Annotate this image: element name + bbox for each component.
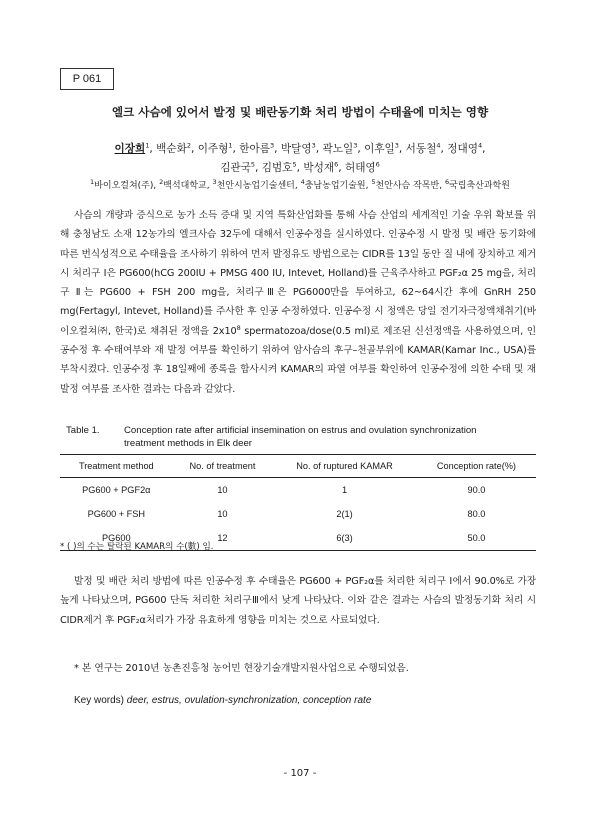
table-cell: PG600 + PGF2α — [82, 485, 151, 495]
affiliation-name: 천안사슴 작목반 — [375, 181, 440, 191]
keywords-text: deer, estrus, ovulation-synchronization, conception rate — [126, 695, 372, 706]
table-row — [60, 502, 536, 526]
page-number: - 107 - — [283, 768, 317, 779]
affiliation-name: 백석대학교 — [163, 181, 207, 191]
author-superscript: 6 — [334, 160, 339, 169]
affiliation-superscript: 3 — [212, 178, 217, 186]
author-superscript: 5 — [292, 160, 297, 169]
table-cell: 10 — [217, 509, 228, 519]
author-name: 한아름 — [239, 143, 270, 155]
author-superscript: 3 — [353, 141, 358, 150]
affiliation-superscript: 2 — [159, 178, 164, 186]
author-name: 허태영 — [344, 162, 376, 174]
affiliation-superscript: 1 — [90, 178, 95, 186]
author-name: 이후일 — [364, 143, 395, 155]
table-caption-line2: treatment methods in Elk deer — [124, 438, 252, 449]
author-name: 서동철 — [405, 143, 437, 155]
author-superscript: 1 — [145, 141, 150, 150]
keywords — [74, 695, 371, 706]
table-cell: 50.0 — [417, 526, 536, 551]
para1-text-b: spermatozoa/dose(0.5 ml)로 제조된 신선정액을 사용하였으며, 인공수정 후 수태여부와 재 발정 여부를 확인하기 위하여 암사슴의 후구–천골부위에 KAMAR(Kamar Inc., USA)를 부착시켰다. 인공수정 후 18일째에 종록을 합사시켜 KAMAR의 파열 여부를 확인하여 인공수정에 의한 수태 및 재 발정 여부를 조사한 결과는 다음과 같았다. — [60, 325, 536, 395]
author-superscript: 6 — [375, 160, 380, 169]
author-name: 김범호 — [261, 162, 293, 174]
paper-title: 엘크 사슴에 있어서 발정 및 배란동기화 처리 방법이 수태율에 미치는 영향 — [111, 105, 489, 119]
results-table — [60, 454, 536, 551]
table-cell: 6(3) — [272, 526, 417, 551]
acknowledgement: * 본 연구는 2010년 농촌진흥청 농어민 현장기술개발지원사업으로 수행되었음. — [74, 663, 409, 674]
table-cell: 1 — [341, 485, 348, 495]
affiliation-superscript: 6 — [444, 178, 450, 186]
author-name: 박달영 — [280, 143, 312, 155]
table-header: Treatment method — [60, 455, 173, 478]
table-cell: 10 — [217, 485, 228, 495]
body-paragraph-2: 발정 및 배란 처리 방법에 따른 인공수정 후 수태율은 PG600 + PGF₂α를 처리한 처리구 Ⅰ에서 90.0%로 가장 높게 나타났으며, PG600 단독 처리한 처리구Ⅲ에서 낮게 나타났다. 이와 같은 결과는 사슴의 발정동기화 처리 시 CIDR제거 후 PGF₂α처리가 가장 유효하게 영향을 미치는 것으로 사료되었다. — [60, 576, 536, 626]
author-name: 박성재 — [303, 162, 335, 174]
affiliation-superscript: 5 — [371, 178, 376, 186]
table-cell: PG600 + FSH — [87, 509, 146, 519]
table-caption — [66, 424, 536, 450]
author-name: 이장희 — [114, 143, 146, 155]
author-list: 이장희$^1$, 백순화$^2$, 이주형$^1$, 한아름$^3$, 박달영$^3$, 곽노일$^3$, 이후일$^3$, 서동철$^4$, 정대영$^4$, 김관국$^5$, 김범호$^5$, 박성재$^6$, 허태영$^6$ — [114, 141, 486, 174]
para1-superscript: 8 — [236, 323, 241, 332]
affiliation-name: 천안시농업기술센터 — [216, 181, 295, 191]
affiliation-name: 국립축산과학원 — [449, 181, 510, 191]
table-cell: 80.0 — [467, 509, 486, 519]
table-footnote: * ( )의 수는 탈락된 KAMAR의 수(數) 임. — [60, 542, 214, 552]
author-superscript: 4 — [477, 141, 483, 150]
author-superscript: 3 — [311, 141, 316, 150]
affiliation-name: 바이오컬쳐(주) — [94, 181, 154, 191]
table-cell: 90.0 — [467, 485, 486, 495]
author-name: 곽노일 — [322, 143, 354, 155]
author-superscript: 1 — [228, 141, 233, 150]
body-paragraph-1 — [60, 206, 536, 399]
author-name: 김관국 — [220, 162, 251, 174]
affiliation-list: $^1$바이오컬쳐(주), $^2$백석대학교, $^3$천안시농업기술센터, $^4$충남농업기술원, $^5$천안사슴 작목반, $^6$국립축산과학원 — [90, 178, 510, 191]
table-header-row — [60, 455, 536, 478]
author-superscript: 2 — [186, 141, 191, 150]
table-row — [60, 478, 536, 503]
para1-text-a: 사슴의 개량과 증식으로 농가 소득 증대 및 지역 특화산업화를 통해 사슴 산업의 세계적인 기술 우위 확보를 위해 충청남도 소재 12농가의 엘크사슴 32두에 대해서 인공수정을 실시하였다. 인공수정 시 발정 및 배란 동기화에 따른 번식성적으로 수태율을 조사하기 위하여 먼저 발정유도 방법으로는 CIDR를 13일 동안 질 내에 장치하고 제거 시 처리구 Ⅰ은 PG600(hCG 200IU + PMSG 400 IU, Intevet, Holland)를 근육주사하고 PGF₂α 25 mg을, 처리구 Ⅱ는 PG600 + FSH 200 mg을, 처리구Ⅲ은 PG6000만을 투여하고, 62~64시간 후에 GnRH 250 mg(Fertagyl, Intevet, Holland)를 주사한 후 인공 수정하였다. 인공수정 시 정액은 당일 전기자극정액채취기(바이오컬쳐㈜, 한국)로 채취된 정액을 2x10 — [60, 210, 536, 337]
author-superscript: 3 — [270, 141, 275, 150]
table-header: No. of ruptured KAMAR — [272, 455, 417, 478]
author-superscript: 3 — [394, 141, 399, 150]
author-superscript: 5 — [250, 160, 256, 169]
author-name: 백순화 — [156, 143, 187, 155]
author-name: 정대영 — [447, 143, 478, 155]
table-cell: 2(1) — [336, 509, 353, 519]
table-cell: PG600 — [60, 526, 173, 551]
abstract-code: P 061 — [60, 68, 114, 90]
table-header: No. of treatment — [173, 455, 273, 478]
table-header: Conception rate(%) — [417, 455, 536, 478]
table-caption-line1: Conception rate after artificial insemination on estrus and ovulation synchronization — [124, 425, 477, 436]
author-superscript: 4 — [436, 141, 441, 150]
affiliation-name: 충남농업기술원 — [304, 181, 366, 191]
author-name: 이주형 — [197, 143, 229, 155]
table-cell: 12 — [173, 526, 273, 551]
table-label: Table 1. — [66, 425, 100, 436]
keywords-label: Key words) — [74, 695, 125, 706]
affiliation-superscript: 4 — [300, 178, 305, 186]
